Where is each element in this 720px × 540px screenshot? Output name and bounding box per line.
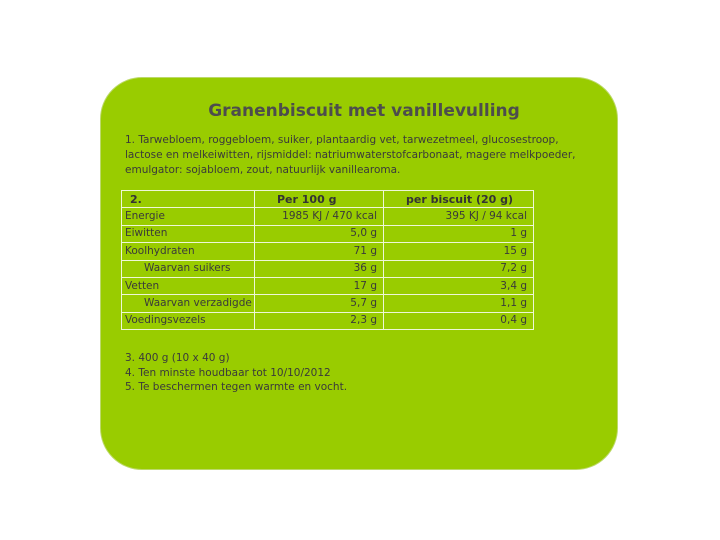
nutrition-header-number: 2. [122,191,255,208]
nutrient-label: Vetten [122,277,255,294]
nutrition-header-per-biscuit: per biscuit (20 g) [384,191,534,208]
nutrient-label: Waarvan verzadigde [122,295,255,312]
nutrition-header-per-100g: Per 100 g [255,191,384,208]
nutrient-label: Koolhydraten [122,243,255,260]
nutrient-label: Waarvan suikers [122,260,255,277]
nutrient-label: Energie [122,208,255,225]
nutrient-per-biscuit: 0,4 g [384,312,534,329]
additional-info [125,351,347,395]
nutrition-table [121,190,534,330]
nutrient-per-100g: 36 g [255,260,384,277]
net-weight: 3. 400 g (10 x 40 g) [125,352,230,364]
nutrient-per-100g: 1985 KJ / 470 kcal [255,208,384,225]
nutrient-label: Eiwitten [122,225,255,242]
best-before-date: 4. Ten minste houdbaar tot 10/10/2012 [125,366,331,379]
nutrition-row-energie [122,208,534,225]
nutrient-per-100g: 71 g [255,243,384,260]
nutrient-per-100g: 2,3 g [255,312,384,329]
nutrition-row-vetten [122,277,534,294]
nutrient-per-100g: 5,0 g [255,225,384,242]
nutrient-label: Voedingsvezels [122,312,255,329]
nutrient-per-biscuit: 3,4 g [384,277,534,294]
nutrition-row-koolhydraten [122,243,534,260]
nutrient-per-biscuit: 1,1 g [384,295,534,312]
nutrient-per-biscuit: 1 g [384,225,534,242]
nutrient-per-biscuit: 15 g [384,243,534,260]
nutrient-per-biscuit: 7,2 g [384,260,534,277]
ingredients-line-3: emulgator: sojabloem, zout, natuurlijk vanillearoma. [125,164,401,176]
ingredients-line-1: 1. Tarwebloem, roggebloem, suiker, plantaardig vet, tarwezetmeel, glucosestroop, [125,134,559,146]
ingredients-line-2: lactose en melkeiwitten, rijsmiddel: natriumwaterstofcarbonaat, magere melkpoeder, [125,149,576,161]
nutrient-per-biscuit: 395 KJ / 94 kcal [384,208,534,225]
nutrient-per-100g: 5,7 g [255,295,384,312]
nutrition-row-eiwitten [122,225,534,242]
storage-instructions: 5. Te beschermen tegen warmte en vocht. [125,381,348,393]
product-title: Granenbiscuit met vanillevulling [208,101,520,121]
nutrition-row-verzadigde [122,295,534,312]
ingredients-list [125,133,576,178]
nutrition-header-row [122,191,534,208]
nutrition-row-suikers [122,260,534,277]
nutrient-per-100g: 17 g [255,277,384,294]
nutrition-row-voedingsvezels [122,312,534,329]
